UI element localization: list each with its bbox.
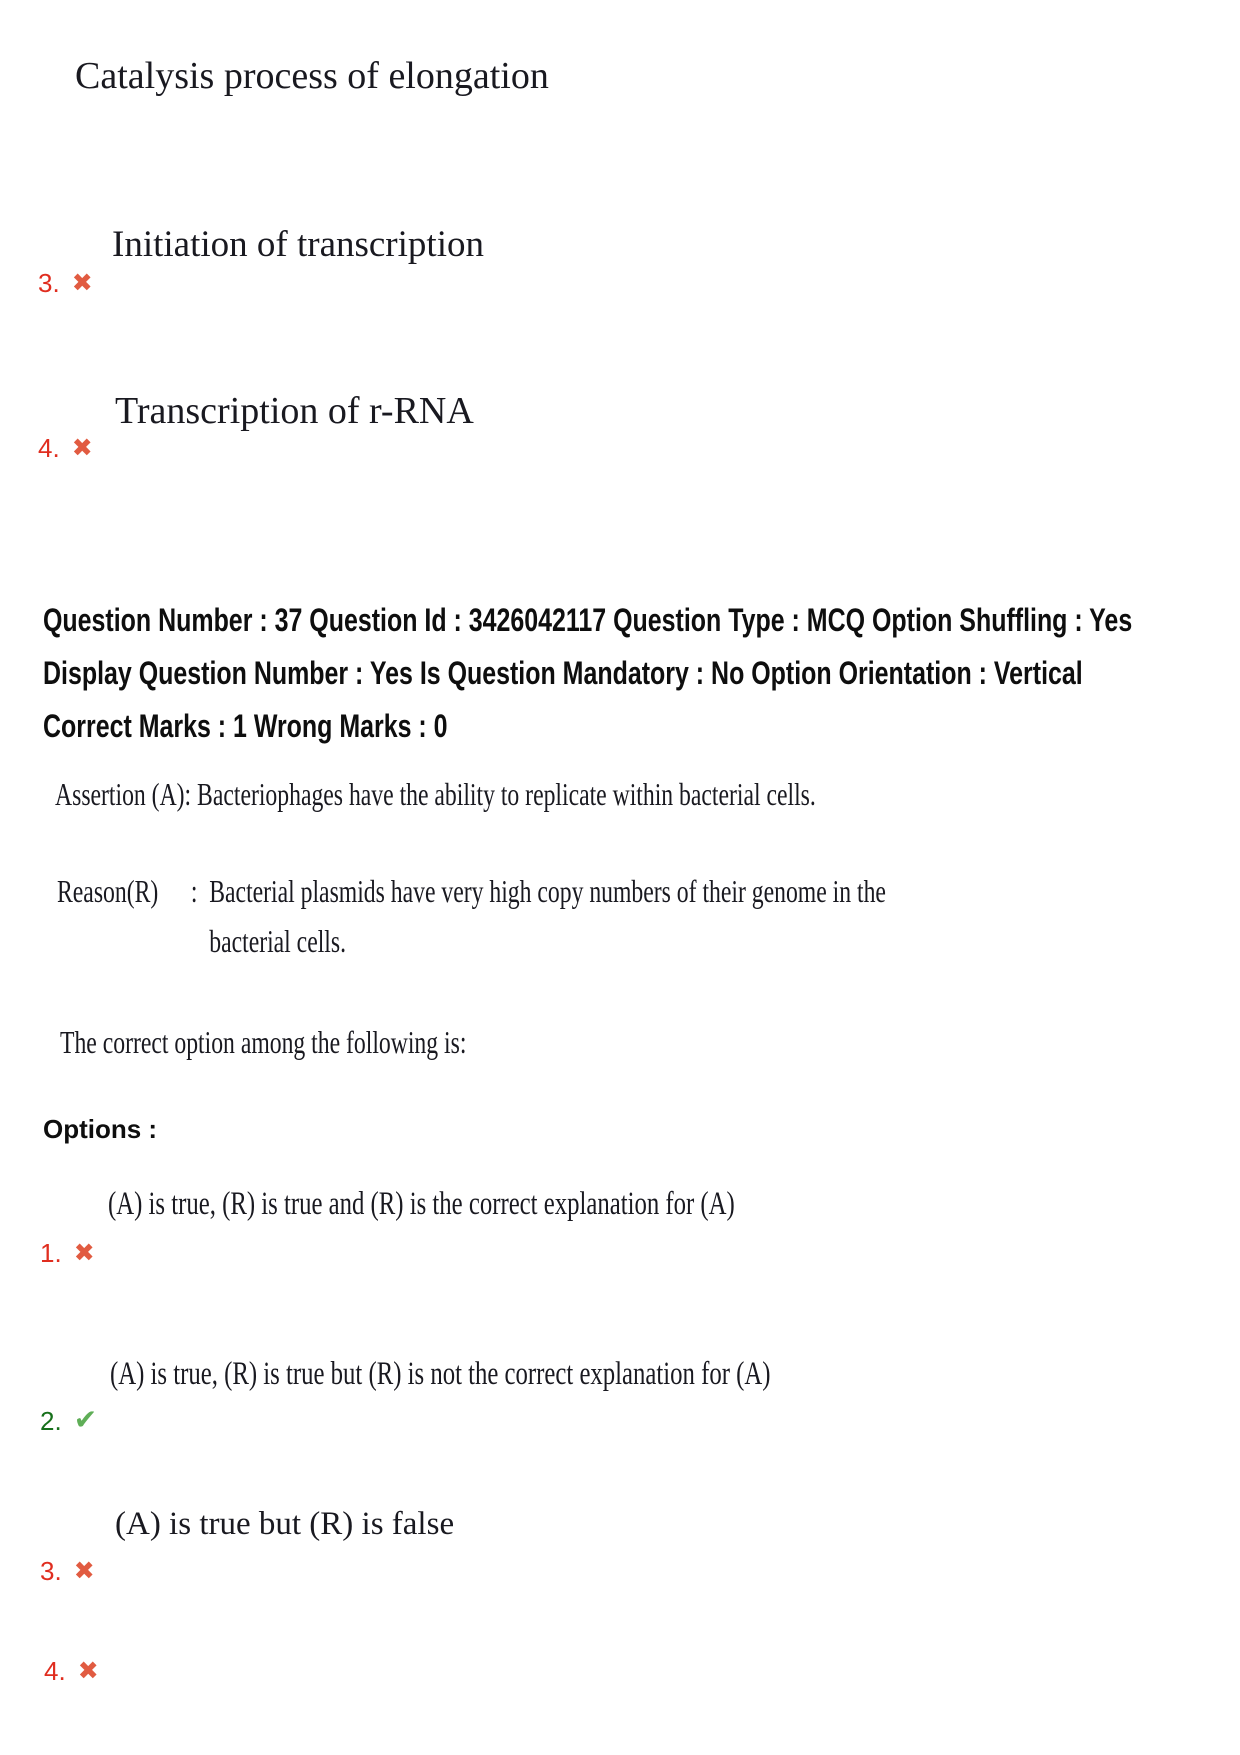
option-2-text-line: (A) is true, (R) is true but (R) is not the correct explanation for (A) [110,1356,771,1392]
prev-option-3-number: 3. [38,268,60,298]
option-1-text-line: (A) is true, (R) is true and (R) is the correct explanation for (A) [108,1186,735,1222]
wrong-icon: ✖ [71,269,93,297]
question-metadata-line1: Question Number : 37 Question Id : 3426042117 Question Type : MCQ Option Shuffling : Yes [43,602,1133,638]
wrong-icon: ✖ [73,1239,95,1267]
wrong-icon: ✖ [77,1657,99,1685]
option-2-number: 2. [40,1406,62,1436]
prev-option-2-text: Catalysis process of elongation [75,55,549,97]
correct-icon: ✔ [73,1404,98,1435]
prev-option-4-number: 4. [38,433,60,463]
prev-option-4-text: Transcription of r-RNA [115,390,474,432]
assertion-line: Assertion (A): Bacteriophages have the ability to replicate within bacterial cells. [55,776,816,812]
wrong-icon: ✖ [73,1557,95,1585]
question-prompt-text: The correct option among the following is: [60,1024,467,1060]
option-3-text: (A) is true but (R) is false [115,1506,455,1542]
reason-block [57,866,1177,966]
reason-text-line1: Bacterial plasmids have very high copy numbers of their genome in the [209,873,886,909]
prev-option-3-marker [38,268,93,299]
reason-text-line2: bacterial cells. [209,923,346,959]
assertion-text [55,776,1083,813]
question-metadata-line3: Correct Marks : 1 Wrong Marks : 0 [43,708,448,744]
option-1-marker [40,1238,95,1269]
option-1-text [108,1186,944,1224]
reason-label: Reason(R) [57,873,159,909]
question-metadata-line2: Display Question Number : Yes Is Question Mandatory : No Option Orientation : Vertical [43,655,1083,691]
option-4-number: 4. [44,1656,66,1686]
options-header: Options : [43,1114,158,1144]
question-metadata [43,600,1240,759]
option-2-marker [40,1406,97,1436]
option-1-number: 1. [40,1238,62,1268]
reason-colon: : [190,873,198,909]
wrong-icon: ✖ [71,434,93,462]
prev-option-3-text: Initiation of transcription [112,224,484,265]
question-prompt [60,1024,609,1061]
option-2-text [110,1356,991,1394]
option-3-marker [40,1556,95,1587]
reason-text [209,866,886,966]
prev-option-4-marker [38,433,93,464]
option-3-number: 3. [40,1556,62,1586]
option-4-marker [44,1656,99,1687]
